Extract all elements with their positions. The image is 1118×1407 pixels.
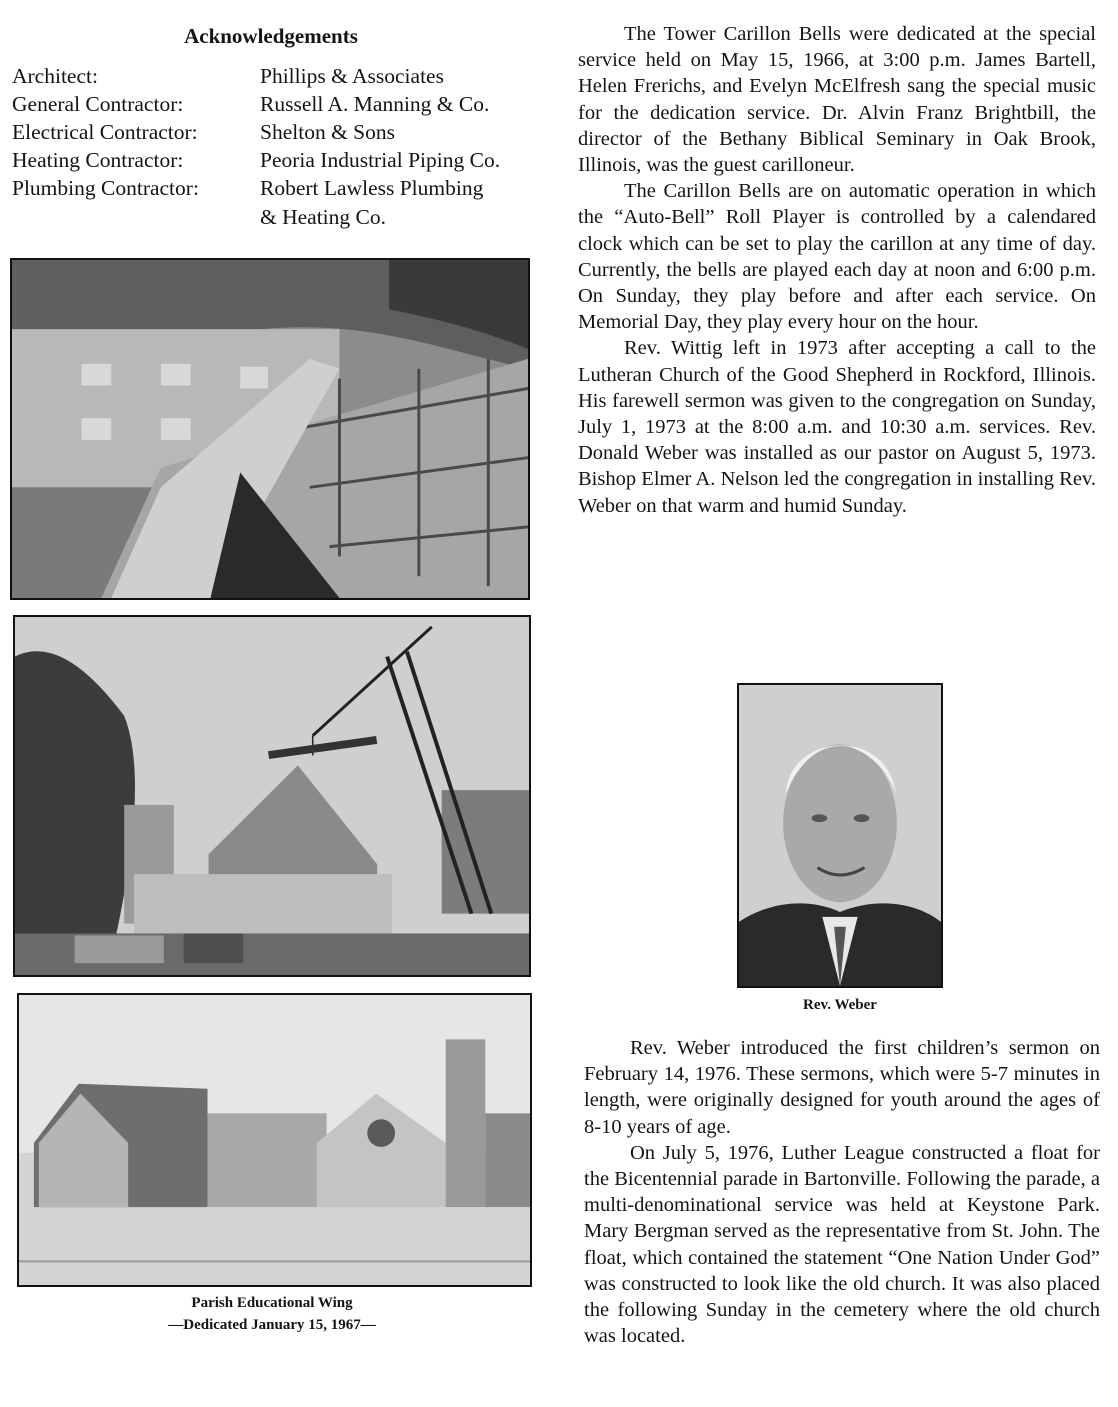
paragraph-carillon-dedication: The Tower Carillon Bells were dedicated at the special service held on May 15, 1966, at 3:00 p.m. James Bartell, Helen Frerichs, and Evelyn McElfresh sang the special music for the dedication service. Dr. Alvin Franz Brightbill, the director of the Bethany Biblical Seminary in Oak Brook, Illinois, was the guest carilloneur. [578,23,1096,177]
ack-firm-general: Russell A. Manning & Co. [260,92,490,116]
ack-firm-heating: Peoria Industrial Piping Co. [260,148,501,172]
right-column-bottom [584,1035,1100,1349]
ack-role-architect: Architect: [12,64,98,88]
ack-role-heating: Heating Contractor: [12,148,184,172]
paragraph-wittig-weber: Rev. Wittig left in 1973 after accepting a call to the Lutheran Church of the Good Shepherd in Rockford, Illinois. His farewell sermon was given to the congregation on Sunday, July 1, 1973 at the 8:00 a.m. and 10:30 a.m. services. Rev. Donald Weber was installed as our pastor on August 5, 1973. Bishop Elmer A. Nelson led the congregation in installing Rev. Weber on that warm and humid Sunday. [578,337,1096,517]
ack-firm-electrical: Shelton & Sons [260,120,395,144]
ack-role-electrical: Electrical Contractor: [12,120,198,144]
portrait-caption: Rev. Weber [803,997,877,1013]
ack-role-general: General Contractor: [12,92,184,116]
paragraph-bicentennial-float: On July 5, 1976, Luther League constructed a float for the Bicentennial parade in Bartonville. Following the parade, a multi-denominational service was held at Keystone Park. Mary Bergman served as the representative from St. John. The float, which contained the statement “One Nation Under God” was constructed to look like the old church. It was also placed the following Sunday in the cemetery where the old church was located. [584,1141,1100,1348]
rev-weber-portrait [737,683,943,988]
ack-firm-plumbing-line2: & Heating Co. [260,205,386,229]
paragraph-childrens-sermon: Rev. Weber introduced the first children’s sermon on February 14, 1976. These sermons, which were 5-7 minutes in length, were originally designed for youth around the ages of 8-10 years of age. [584,1037,1100,1138]
right-column-top [578,21,1096,519]
parish-caption-line1: Parish Educational Wing [191,1295,353,1311]
ack-firm-plumbing: Robert Lawless Plumbing [260,176,484,200]
ack-role-plumbing: Plumbing Contractor: [12,176,199,200]
crane-construction-photo [13,615,531,977]
construction-aerial-photo [10,258,530,600]
parish-wing-photo [17,993,532,1287]
acknowledgements-heading: Acknowledgements [184,24,358,48]
paragraph-carillon-operation: The Carillon Bells are on automatic operation in which the “Auto-Bell” Roll Player is controlled by a calendared clock which can be set to play the carillon at any time of day. Currently, the bells are played each day at noon and 6:00 p.m. On Sunday, they play before and after each service. On Memorial Day, they play every hour on the hour. [578,180,1096,334]
parish-caption-line2: —Dedicated January 15, 1967— [168,1317,376,1333]
ack-firm-architect: Phillips & Associates [260,64,444,88]
